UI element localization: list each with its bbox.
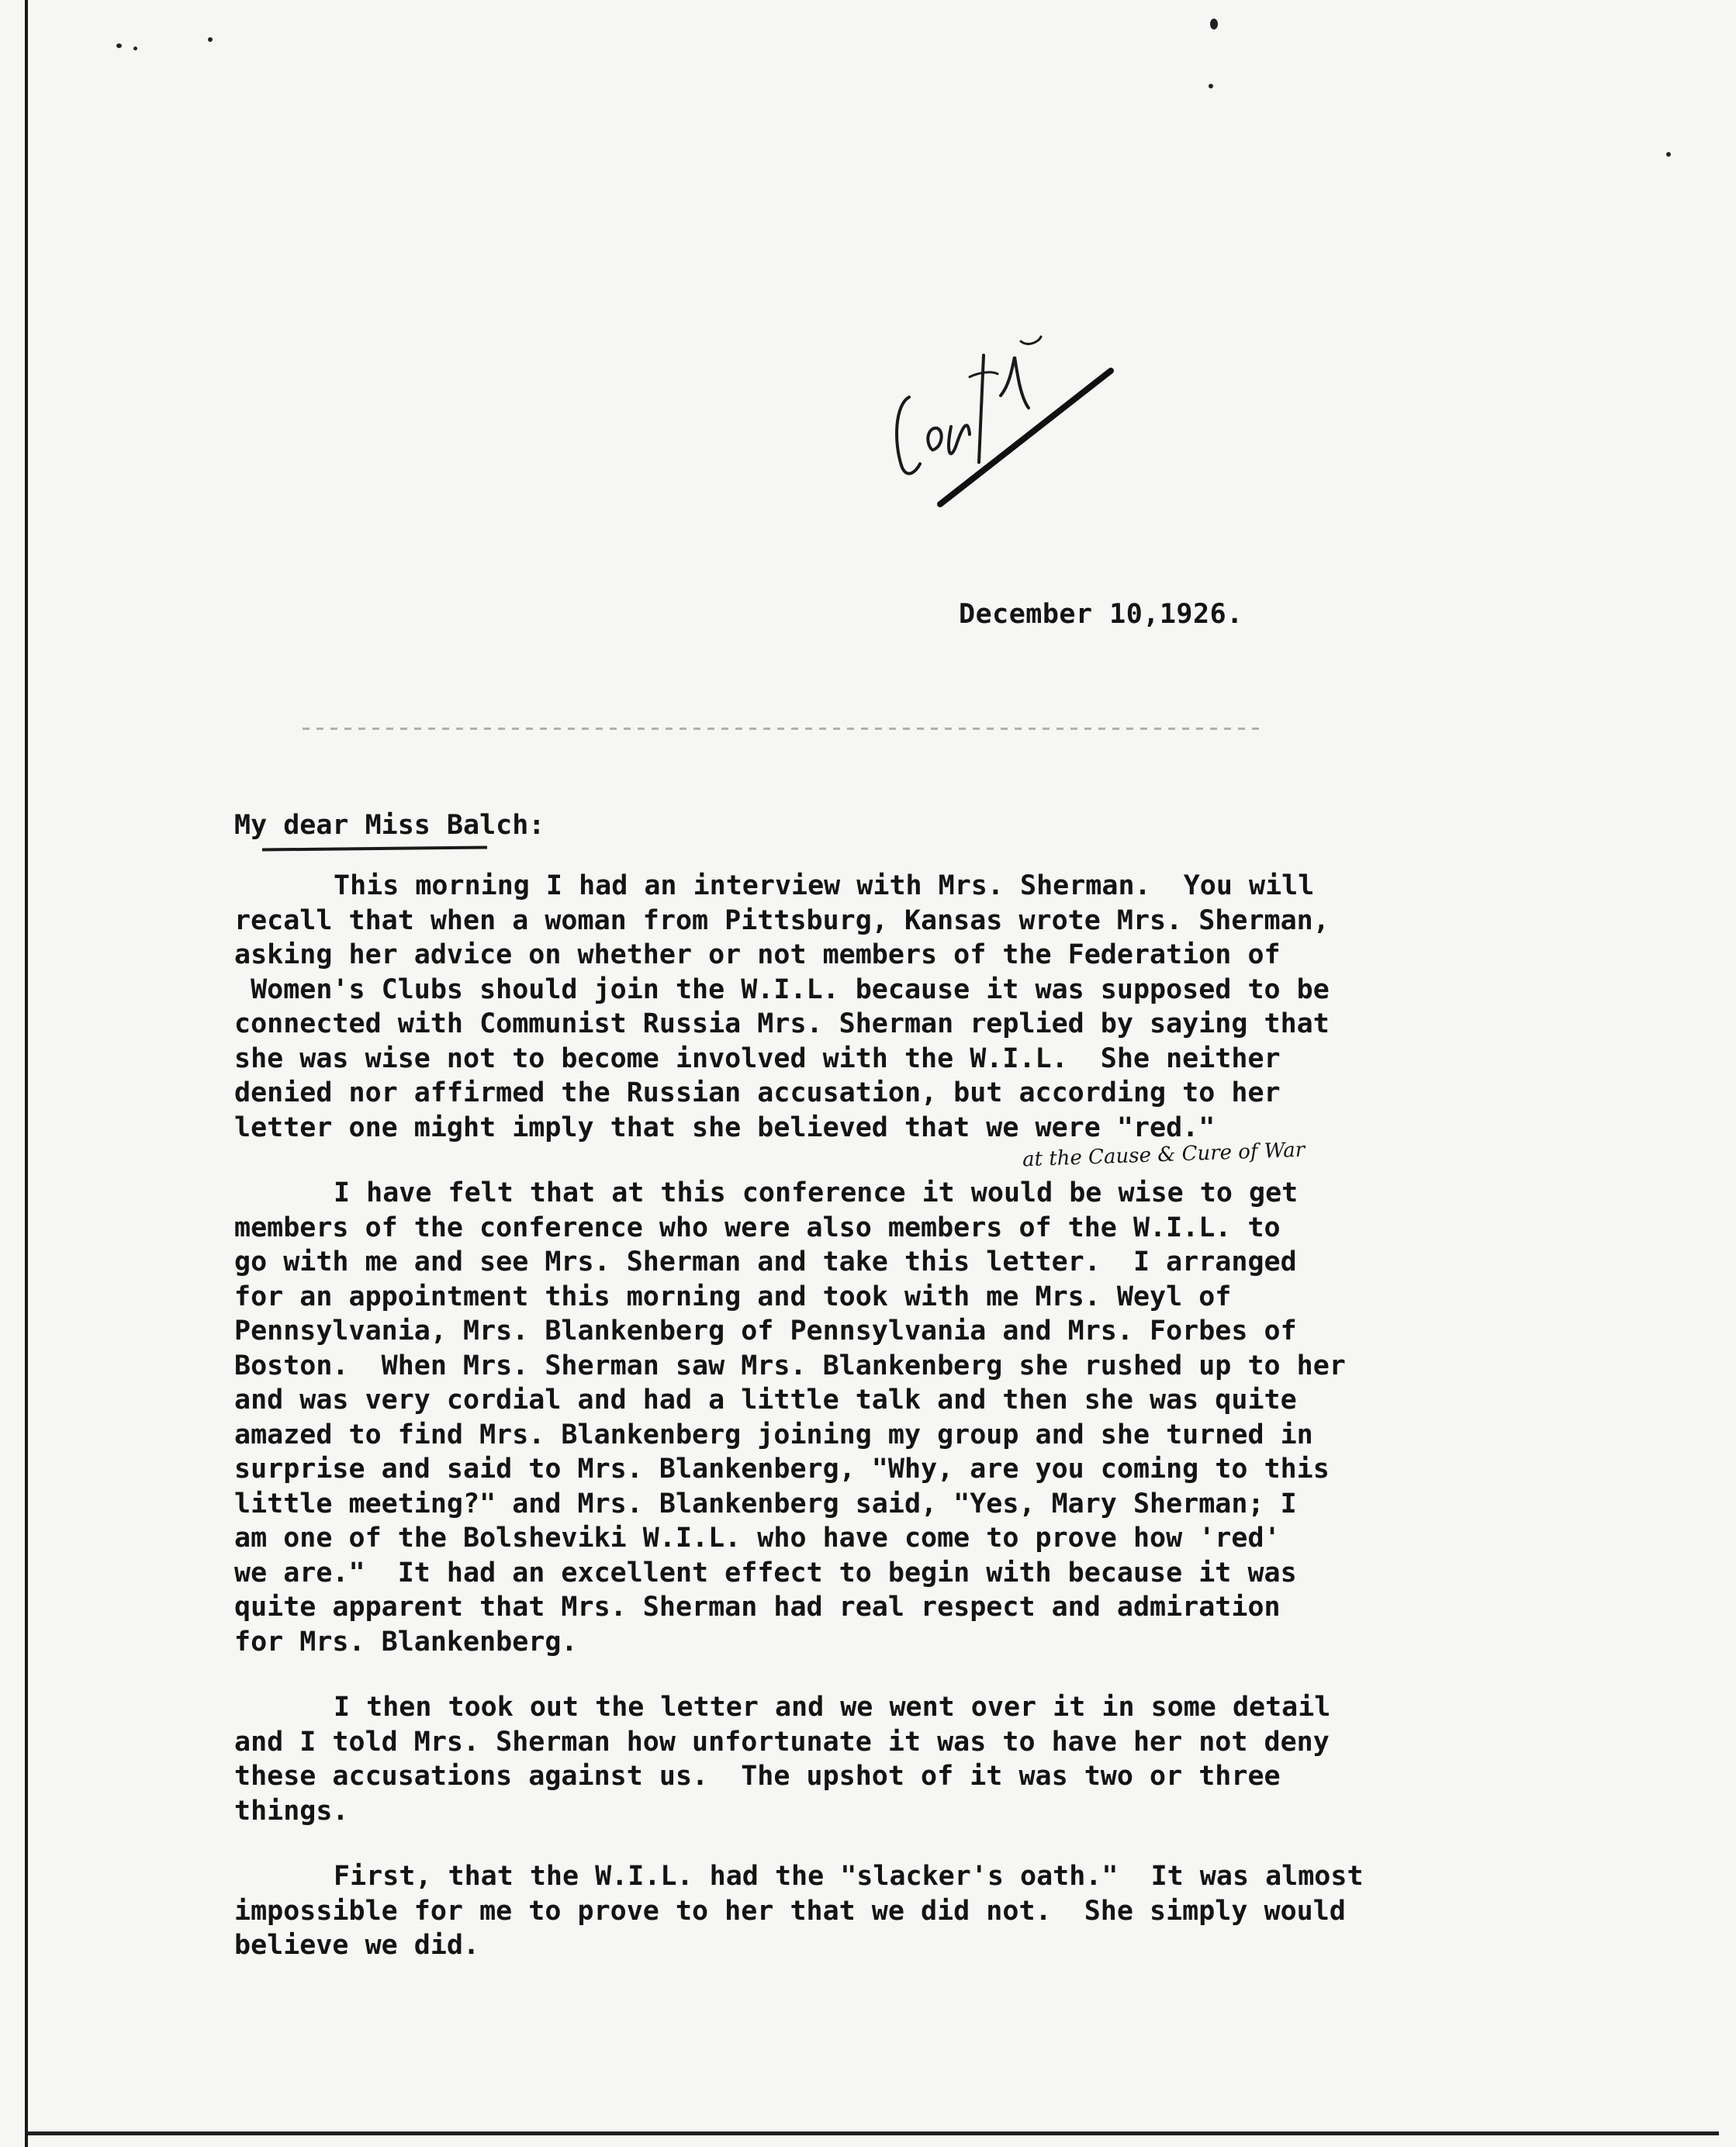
scan-speck (1666, 152, 1671, 157)
paragraph-1 (234, 869, 1584, 1145)
text-line: we are." It had an excellent effect to begin with because it was (234, 1557, 1297, 1589)
text-line: and I told Mrs. Sherman how unfortunate it was to have her not deny (234, 1726, 1330, 1758)
scan-speck (208, 37, 213, 42)
text-line: letter one might imply that she believed that we were "red." (234, 1112, 1216, 1143)
text-line: am one of the Bolsheviki W.I.L. who have come to prove how 'red' (234, 1523, 1281, 1554)
scan-speck (133, 47, 137, 50)
text-line: for Mrs. Blankenberg. (234, 1626, 578, 1658)
text-line: recall that when a woman from Pittsburg, Kansas wrote Mrs. Sherman, (234, 904, 1330, 936)
text-line: amazed to find Mrs. Blankenberg joining my group and she turned in (234, 1419, 1313, 1450)
paragraph-4 (234, 1859, 1584, 1963)
text-line: she was wise not to become involved with the W.I.L. She neither (234, 1042, 1281, 1074)
page-edge-rule (25, 0, 28, 2147)
text-line: go with me and see Mrs. Sherman and take this letter. I arranged (234, 1246, 1297, 1277)
handwritten-interlinear-note: at the Cause & Cure of War (1022, 1138, 1305, 1172)
paragraph-2 (234, 1176, 1584, 1659)
text-line: Pennsylvania, Mrs. Blankenberg of Pennsylvania and Mrs. Forbes of (234, 1316, 1297, 1347)
text-line: denied nor affirmed the Russian accusation, but according to her (234, 1077, 1281, 1108)
text-line: impossible for me to prove to her that we did not. She simply would (234, 1895, 1346, 1927)
text-line: for an appointment this morning and took with me Mrs. Weyl of (234, 1281, 1232, 1312)
text-line: things. (234, 1795, 349, 1827)
text-line: First, that the W.I.L. had the "slacker's oath." It was almost (334, 1861, 1364, 1892)
letter-date: December 10,1926. (959, 599, 1243, 630)
faint-scan-line (303, 728, 1264, 730)
text-line: little meeting?" and Mrs. Blankenberg said, "Yes, Mary Sherman; I (234, 1488, 1297, 1519)
text-line: I then took out the letter and we went over it in some detail (334, 1692, 1331, 1723)
salutation-underline (262, 845, 487, 851)
text-line: members of the conference who were also members of the W.I.L. to (234, 1212, 1281, 1243)
text-line: This morning I had an interview with Mrs. Sherman. You will (334, 870, 1315, 901)
text-line: quite apparent that Mrs. Sherman had real respect and admiration (234, 1592, 1281, 1623)
text-line: I have felt that at this conference it would be wise to get (334, 1177, 1299, 1208)
salutation: My dear Miss Balch: (234, 810, 545, 841)
text-line: believe we did. (234, 1930, 480, 1961)
handwritten-copy-mark (892, 310, 1125, 520)
scan-speck (1209, 84, 1213, 88)
bottom-edge-rule (28, 2131, 1719, 2135)
text-line: and was very cordial and had a little talk and then she was quite (234, 1385, 1297, 1416)
scan-speck (1210, 19, 1218, 29)
text-line: surprise and said to Mrs. Blankenberg, "Why, are you coming to this (234, 1454, 1330, 1485)
paragraph-3 (234, 1690, 1584, 1828)
scan-speck (116, 43, 122, 48)
text-line: these accusations against us. The upshot of it was two or three (234, 1761, 1281, 1792)
text-line: Women's Clubs should join the W.I.L. because it was supposed to be (234, 973, 1330, 1005)
text-line: connected with Communist Russia Mrs. Sherman replied by saying that (234, 1008, 1330, 1039)
letter-body (234, 869, 1584, 1994)
text-line: asking her advice on whether or not members of the Federation of (234, 939, 1281, 970)
text-line: Boston. When Mrs. Sherman saw Mrs. Blankenberg she rushed up to her (234, 1350, 1346, 1381)
